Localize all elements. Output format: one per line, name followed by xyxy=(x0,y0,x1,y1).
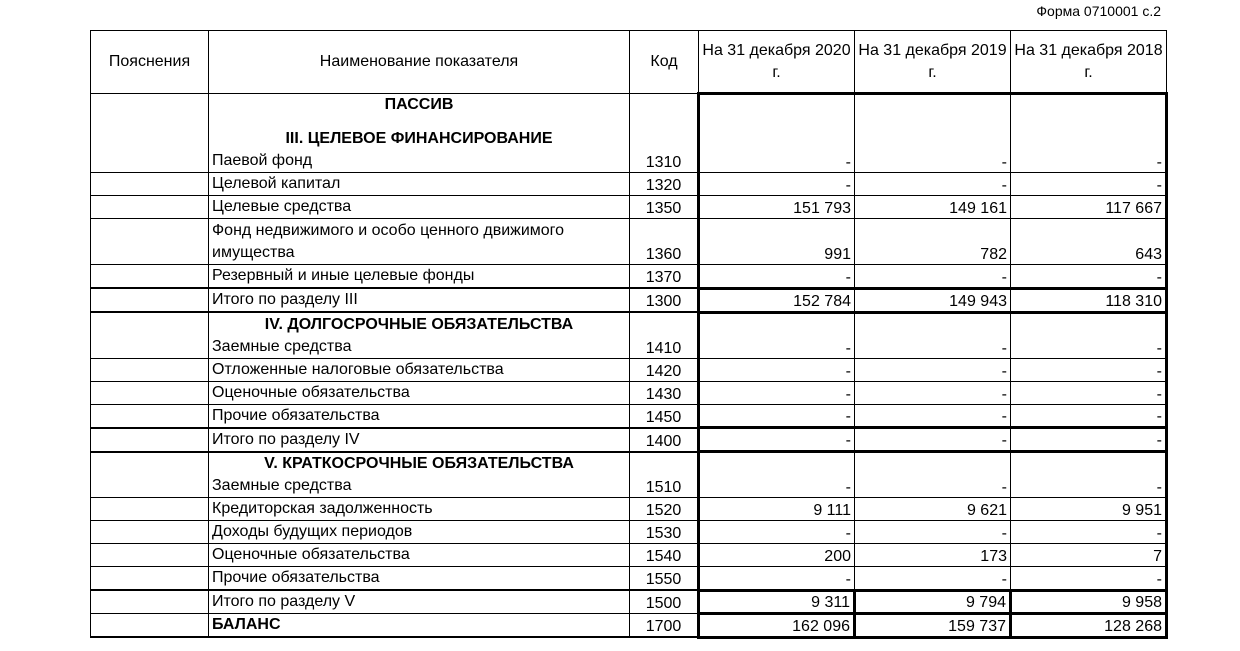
header-code: Код xyxy=(630,31,699,94)
table-row xyxy=(91,219,1167,265)
indicator-name: Заемные средства xyxy=(212,337,352,355)
value-cell-2019: - xyxy=(855,452,1011,498)
notes-cell xyxy=(91,614,209,638)
table-row xyxy=(91,590,1167,614)
value-cell-2020: 200 xyxy=(699,544,855,567)
indicator-name: Итого по разделу III xyxy=(212,291,358,308)
notes-cell xyxy=(91,521,209,544)
value-cell-2020: - xyxy=(699,173,855,196)
indicator-name: Фонд недвижимого и особо ценного движимого имущества xyxy=(212,222,565,261)
value-cell-2018: 643 xyxy=(1011,219,1167,265)
value-cell-2020: 991 xyxy=(699,219,855,265)
table-row xyxy=(91,498,1167,521)
value-cell-2020: - xyxy=(699,404,855,428)
table-row xyxy=(91,544,1167,567)
header-row xyxy=(91,31,1167,94)
value-cell-2019: 173 xyxy=(855,544,1011,567)
notes-cell xyxy=(91,428,209,452)
notes-cell xyxy=(91,381,209,404)
section-heading: IV. ДОЛГОСРОЧНЫЕ ОБЯЗАТЕЛЬСТВА xyxy=(264,315,574,333)
indicator-name-cell xyxy=(209,94,630,173)
balance-sheet-table xyxy=(90,30,1168,639)
indicator-name-cell xyxy=(209,428,630,452)
code-cell: 1320 xyxy=(630,173,699,196)
code-cell: 1510 xyxy=(630,452,699,498)
value-cell-2020: 152 784 xyxy=(699,288,855,312)
notes-cell xyxy=(91,544,209,567)
indicator-name: Итого по разделу V xyxy=(212,593,356,610)
code-cell: 1520 xyxy=(630,498,699,521)
indicator-name: Заемные средства xyxy=(212,477,352,494)
notes-cell xyxy=(91,173,209,196)
header-date-2018: На 31 декабря 2018 г. xyxy=(1011,31,1167,94)
value-cell-2018: - xyxy=(1011,428,1167,452)
value-cell-2019: 9 621 xyxy=(855,498,1011,521)
indicator-name-cell xyxy=(209,173,630,196)
indicator-name: Резервный и иные целевые фонды xyxy=(212,267,475,284)
value-cell-2018: - xyxy=(1011,521,1167,544)
value-cell-2019: - xyxy=(855,404,1011,428)
table-row xyxy=(91,358,1167,381)
notes-cell xyxy=(91,265,209,289)
table-row xyxy=(91,94,1167,173)
notes-cell xyxy=(91,498,209,521)
value-cell-2018: 117 667 xyxy=(1011,196,1167,219)
code-cell: 1550 xyxy=(630,567,699,591)
value-cell-2018: - xyxy=(1011,265,1167,289)
indicator-name: Оценочные обязательства xyxy=(212,546,410,563)
value-cell-2018: - xyxy=(1011,567,1167,591)
value-cell-2019: 149 943 xyxy=(855,288,1011,312)
value-cell-2018: - xyxy=(1011,381,1167,404)
notes-cell xyxy=(91,196,209,219)
value-cell-2018: - xyxy=(1011,94,1167,173)
indicator-name-cell xyxy=(209,567,630,591)
notes-cell xyxy=(91,312,209,358)
value-cell-2019: - xyxy=(855,428,1011,452)
indicator-name-cell xyxy=(209,196,630,219)
indicator-name-cell xyxy=(209,381,630,404)
indicator-name-cell xyxy=(209,265,630,289)
value-cell-2019: - xyxy=(855,521,1011,544)
header-notes: Пояснения xyxy=(91,31,209,94)
notes-cell xyxy=(91,288,209,312)
value-cell-2020: - xyxy=(699,312,855,358)
value-cell-2019: - xyxy=(855,381,1011,404)
value-cell-2019: - xyxy=(855,358,1011,381)
value-cell-2020: - xyxy=(699,94,855,173)
form-label: Форма 0710001 с.2 xyxy=(1036,3,1161,19)
indicator-name-cell xyxy=(209,312,630,358)
table-row xyxy=(91,381,1167,404)
value-cell-2019: 782 xyxy=(855,219,1011,265)
value-cell-2018: - xyxy=(1011,173,1167,196)
value-cell-2019: 9 794 xyxy=(855,590,1011,614)
indicator-name: БАЛАНС xyxy=(212,616,281,633)
indicator-name: Целевые средства xyxy=(212,198,352,215)
value-cell-2020: 9 111 xyxy=(699,498,855,521)
value-cell-2018: - xyxy=(1011,358,1167,381)
notes-cell xyxy=(91,219,209,265)
indicator-name: Кредиторская задолженность xyxy=(212,500,433,517)
value-cell-2019: - xyxy=(855,265,1011,289)
value-cell-2020: - xyxy=(699,358,855,381)
section-heading: III. ЦЕЛЕВОЕ ФИНАНСИРОВАНИЕ xyxy=(285,130,553,147)
indicator-name: Оценочные обязательства xyxy=(212,383,410,401)
code-cell: 1420 xyxy=(630,358,699,381)
code-cell: 1700 xyxy=(630,614,699,638)
indicator-name-cell xyxy=(209,590,630,614)
indicator-name: Целевой капитал xyxy=(212,175,341,192)
indicator-name-cell xyxy=(209,219,630,265)
indicator-name-cell xyxy=(209,358,630,381)
table-row xyxy=(91,614,1167,638)
code-cell: 1540 xyxy=(630,544,699,567)
code-cell: 1370 xyxy=(630,265,699,289)
value-cell-2020: - xyxy=(699,521,855,544)
section-heading xyxy=(212,116,626,128)
indicator-name-cell xyxy=(209,614,630,638)
value-cell-2018: 9 958 xyxy=(1011,590,1167,614)
indicator-name-cell xyxy=(209,288,630,312)
code-cell: 1310 xyxy=(630,94,699,173)
header-date-2020: На 31 декабря 2020 г. xyxy=(699,31,855,94)
value-cell-2019: 159 737 xyxy=(855,614,1011,638)
code-cell: 1530 xyxy=(630,521,699,544)
code-cell: 1430 xyxy=(630,381,699,404)
code-cell: 1500 xyxy=(630,590,699,614)
value-cell-2019: 149 161 xyxy=(855,196,1011,219)
table-row xyxy=(91,452,1167,498)
value-cell-2020: 9 311 xyxy=(699,590,855,614)
table-row xyxy=(91,567,1167,591)
indicator-name-cell xyxy=(209,404,630,428)
notes-cell xyxy=(91,94,209,173)
value-cell-2020: - xyxy=(699,381,855,404)
code-cell: 1300 xyxy=(630,288,699,312)
indicator-name-cell xyxy=(209,521,630,544)
value-cell-2018: 9 951 xyxy=(1011,498,1167,521)
table-row xyxy=(91,196,1167,219)
code-cell: 1350 xyxy=(630,196,699,219)
indicator-name: Прочие обязательства xyxy=(212,406,380,424)
indicator-name-cell xyxy=(209,544,630,567)
table-row xyxy=(91,288,1167,312)
notes-cell xyxy=(91,452,209,498)
value-cell-2019: - xyxy=(855,94,1011,173)
value-cell-2020: - xyxy=(699,567,855,591)
code-cell: 1360 xyxy=(630,219,699,265)
indicator-name: Паевой фонд xyxy=(212,152,313,169)
code-cell: 1450 xyxy=(630,404,699,428)
indicator-name-cell xyxy=(209,452,630,498)
indicator-name: Прочие обязательства xyxy=(212,569,380,586)
indicator-name: Доходы будущих периодов xyxy=(212,523,413,540)
indicator-name: Итого по разделу IV xyxy=(212,430,360,448)
section-heading: ПАССИВ xyxy=(384,96,454,113)
value-cell-2020: 151 793 xyxy=(699,196,855,219)
indicator-name-cell xyxy=(209,498,630,521)
value-cell-2020: 162 096 xyxy=(699,614,855,638)
table-row xyxy=(91,521,1167,544)
table-row xyxy=(91,265,1167,289)
section-heading: V. КРАТКОСРОЧНЫЕ ОБЯЗАТЕЛЬСТВА xyxy=(264,455,574,472)
value-cell-2020: - xyxy=(699,452,855,498)
notes-cell xyxy=(91,590,209,614)
table-row xyxy=(91,404,1167,428)
value-cell-2018: 128 268 xyxy=(1011,614,1167,638)
code-cell: 1410 xyxy=(630,312,699,358)
table-row xyxy=(91,173,1167,196)
value-cell-2020: - xyxy=(699,265,855,289)
value-cell-2019: - xyxy=(855,567,1011,591)
value-cell-2020: - xyxy=(699,428,855,452)
value-cell-2019: - xyxy=(855,312,1011,358)
notes-cell xyxy=(91,567,209,591)
value-cell-2018: 118 310 xyxy=(1011,288,1167,312)
value-cell-2019: - xyxy=(855,173,1011,196)
value-cell-2018: - xyxy=(1011,452,1167,498)
table-row xyxy=(91,428,1167,452)
value-cell-2018: - xyxy=(1011,404,1167,428)
notes-cell xyxy=(91,358,209,381)
code-cell: 1400 xyxy=(630,428,699,452)
value-cell-2018: 7 xyxy=(1011,544,1167,567)
notes-cell xyxy=(91,404,209,428)
header-name: Наименование показателя xyxy=(209,31,630,94)
header-date-2019: На 31 декабря 2019 г. xyxy=(855,31,1011,94)
value-cell-2018: - xyxy=(1011,312,1167,358)
indicator-name: Отложенные налоговые обязательства xyxy=(212,360,504,378)
table-row xyxy=(91,312,1167,358)
